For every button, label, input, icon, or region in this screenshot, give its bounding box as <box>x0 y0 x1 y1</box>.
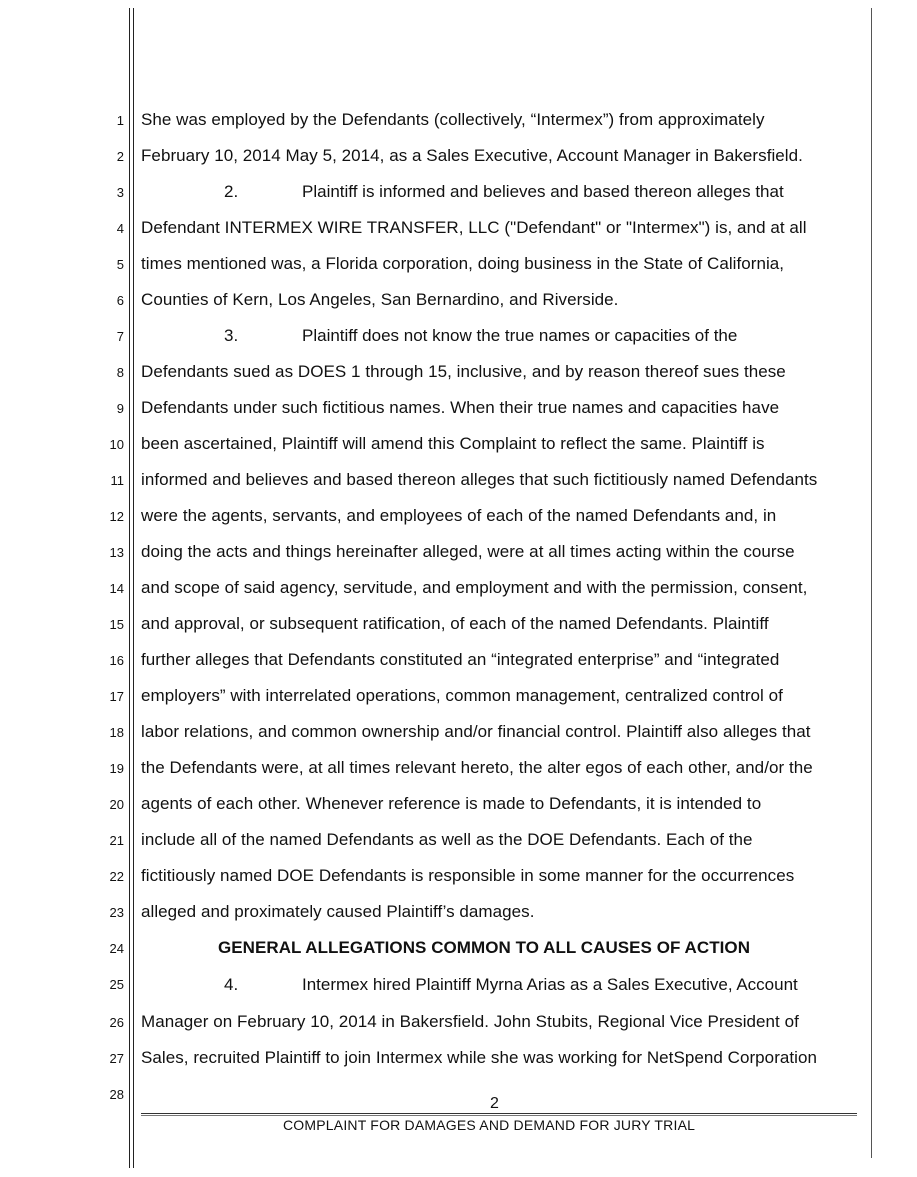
footer-rule <box>141 1113 857 1114</box>
text-line: informed and believes and based thereon alleges that such fictitiously named Defendants <box>141 470 818 489</box>
text-line: agents of each other. Whenever reference is made to Defendants, it is intended to <box>141 794 762 813</box>
line-number: 16 <box>109 653 124 668</box>
line-number: 17 <box>109 689 124 704</box>
text-line: the Defendants were, at all times relevant hereto, the alter egos of each other, and/or the <box>141 758 813 777</box>
right-margin-rule <box>871 8 872 1158</box>
line-number: 20 <box>109 797 124 812</box>
text-line: Manager on February 10, 2014 in Bakersfield. John Stubits, Regional Vice President of <box>141 1012 799 1031</box>
line-number: 26 <box>109 1015 124 1030</box>
text-line: times mentioned was, a Florida corporation, doing business in the State of California, <box>141 254 785 273</box>
text-line: alleged and proximately caused Plaintiff’s damages. <box>141 902 535 921</box>
line-number: 10 <box>109 437 124 452</box>
line-number: 1 <box>116 113 124 128</box>
line-number: 24 <box>109 941 124 956</box>
line-number: 18 <box>109 725 124 740</box>
line-number: 23 <box>109 905 124 920</box>
line-number: 12 <box>109 509 124 524</box>
line-number: 14 <box>109 581 124 596</box>
left-margin-rule-inner <box>133 8 134 1168</box>
line-number: 6 <box>116 293 124 308</box>
line-number: 28 <box>109 1087 124 1102</box>
paragraph-text: Plaintiff does not know the true names or capacities of the <box>302 326 738 345</box>
line-number: 11 <box>110 473 124 488</box>
line-number: 21 <box>109 833 124 848</box>
line-number: 2 <box>116 149 124 164</box>
line-number: 7 <box>116 329 124 344</box>
text-line: labor relations, and common ownership and/or financial control. Plaintiff also alleges that <box>141 722 811 741</box>
line-number: 25 <box>109 977 124 992</box>
text-line: February 10, 2014 May 5, 2014, as a Sales Executive, Account Manager in Bakersfield. <box>141 146 803 165</box>
text-line: Defendant INTERMEX WIRE TRANSFER, LLC ("Defendant" or "Intermex") is, and at all <box>141 218 807 237</box>
line-number: 9 <box>116 401 124 416</box>
paragraph-text: Intermex hired Plaintiff Myrna Arias as a Sales Executive, Account <box>302 975 798 994</box>
text-line: were the agents, servants, and employees of each of the named Defendants and, in <box>141 506 777 525</box>
line-number: 13 <box>109 545 124 560</box>
page-number: 2 <box>490 1095 499 1112</box>
line-number: 3 <box>116 185 124 200</box>
section-heading: GENERAL ALLEGATIONS COMMON TO ALL CAUSES OF ACTION <box>218 938 751 957</box>
line-number: 27 <box>109 1051 124 1066</box>
footer-title: COMPLAINT FOR DAMAGES AND DEMAND FOR JURY TRIAL <box>283 1117 696 1133</box>
line-number: 8 <box>116 365 124 380</box>
text-line: been ascertained, Plaintiff will amend this Complaint to reflect the same. Plaintiff is <box>141 434 765 453</box>
left-margin-rule <box>129 8 130 1168</box>
text-line: and scope of said agency, servitude, and employment and with the permission, consent, <box>141 578 808 597</box>
line-number: 22 <box>109 869 124 884</box>
line-number: 5 <box>116 257 124 272</box>
text-line: Defendants under such fictitious names. When their true names and capacities have <box>141 398 780 417</box>
text-line: fictitiously named DOE Defendants is responsible in some manner for the occurrences <box>141 866 795 885</box>
text-line: She was employed by the Defendants (collectively, “Intermex”) from approximately <box>141 110 765 129</box>
text-line: doing the acts and things hereinafter alleged, were at all times acting within the course <box>141 542 795 561</box>
text-line: Counties of Kern, Los Angeles, San Bernardino, and Riverside. <box>141 290 619 309</box>
text-line: employers” with interrelated operations, common management, centralized control of <box>141 686 783 705</box>
line-number: 15 <box>109 617 124 632</box>
text-line: Sales, recruited Plaintiff to join Intermex while she was working for NetSpend Corporation <box>141 1048 818 1067</box>
text-line: include all of the named Defendants as well as the DOE Defendants. Each of the <box>141 830 753 849</box>
text-line: further alleges that Defendants constituted an “integrated enterprise” and “integrated <box>141 650 780 669</box>
paragraph-text: Plaintiff is informed and believes and based thereon alleges that <box>302 182 784 201</box>
line-number: 4 <box>116 221 124 236</box>
paragraph-number: 4. <box>224 975 239 994</box>
text-line: and approval, or subsequent ratification, of each of the named Defendants. Plaintiff <box>141 614 769 633</box>
paragraph-number: 3. <box>224 326 239 345</box>
paragraph-number: 2. <box>224 182 239 201</box>
text-line: Defendants sued as DOES 1 through 15, inclusive, and by reason thereof sues these <box>141 362 786 381</box>
line-number: 19 <box>109 761 124 776</box>
